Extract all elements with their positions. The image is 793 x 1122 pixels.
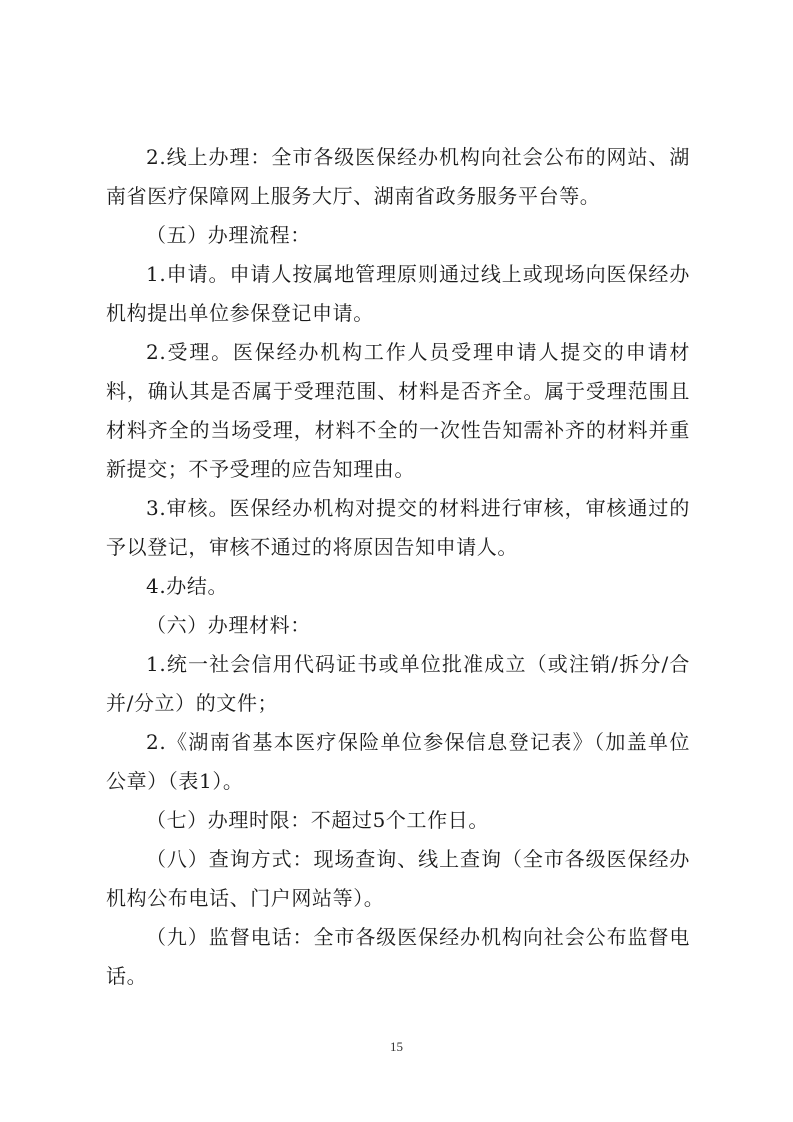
- heading-process: （五）办理流程：: [146, 223, 311, 247]
- paragraph-accept: 2.受理。医保经办机构工作人员受理申请人提交的申请材料，确认其是否属于受理范围、材料是否齐全。属于受理范围且材料齐全的当场受理，材料不全的一次性告知需补齐的材料并重新提交；不予受理的应告知理由。: [106, 340, 690, 481]
- heading-materials: （六）办理材料：: [146, 613, 311, 637]
- heading-time-limit: （七）办理时限：不超过5个工作日。: [146, 808, 489, 832]
- paragraph-complete: 4.办结。: [146, 574, 229, 598]
- page-number: 15: [390, 1039, 403, 1054]
- paragraph-review: 3.审核。医保经办机构对提交的材料进行审核，审核通过的予以登记，审核不通过的将原因告知申请人。: [106, 496, 690, 559]
- paragraph-material-2: 2.《湖南省基本医疗保险单位参保信息登记表》（加盖单位公章）（表1）。: [106, 730, 690, 793]
- paragraph-apply: 1.申请。申请人按属地管理原则通过线上或现场向医保经办机构提出单位参保登记申请。: [106, 262, 690, 325]
- heading-query-method: （八）查询方式：现场查询、线上查询（全市各级医保经办机构公布电话、门户网站等）。: [106, 847, 690, 910]
- heading-supervision-phone: （九）监督电话：全市各级医保经办机构向社会公布监督电话。: [106, 925, 690, 988]
- body-text: [106, 138, 690, 996]
- paragraph-material-1: 1.统一社会信用代码证书或单位批准成立（或注销/拆分/合并/分立）的文件；: [106, 652, 690, 715]
- paragraph-online-handling: 2.线上办理：全市各级医保经办机构向社会公布的网站、湖南省医疗保障网上服务大厅、湖南省政务服务平台等。: [106, 145, 690, 208]
